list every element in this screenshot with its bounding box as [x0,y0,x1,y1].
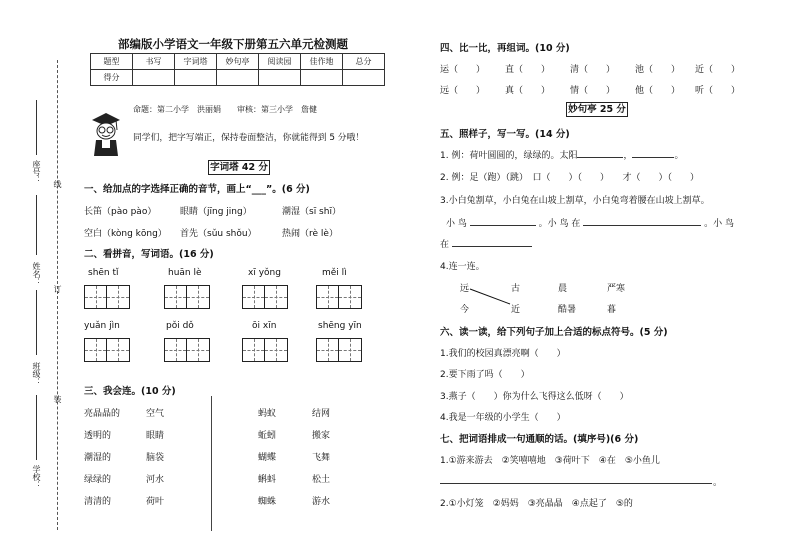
s3-left-noun[interactable]: 河水 [146,475,165,485]
score-input-cell[interactable] [133,70,175,86]
answer-blank[interactable] [470,225,536,226]
section-3-title: 三、我会连。(10 分) [84,386,176,397]
writing-grid[interactable] [164,338,210,362]
pinyin-label: ōi xīn [252,321,277,331]
score-input-cell[interactable] [217,70,259,86]
pinyin-label: shēn tǐ [88,268,119,278]
connect-top-word[interactable]: 严寒 [607,284,626,294]
pinyin-label: yuǎn jìn [84,321,120,331]
s3-right-action[interactable]: 搬家 [312,431,331,441]
s4-item[interactable]: 真（ ） [505,86,551,96]
s5-line-2[interactable]: 2. 例：足（跑）（跳） 口（ ）（ ） 才（ ）（ ） [440,173,699,183]
s3-left-noun[interactable]: 荷叶 [146,497,165,507]
answer-blank[interactable] [583,225,701,226]
section-2-title: 二、看拼音，写词语。(16 分) [84,249,214,260]
s5-line-3c [440,237,532,250]
s4-item[interactable]: 直（ ） [505,65,551,75]
s3-right-animal[interactable]: 蚯蚓 [258,431,277,441]
score-cell: 书写 [133,54,175,70]
s4-item[interactable]: 池（ ） [635,65,681,75]
s6-item[interactable]: 4.我是一年级的小学生（ ） [440,413,566,423]
authors-line: 命题：第二小学 洪丽娟 审核：第三小学 詹健 [133,105,317,114]
writing-grid[interactable] [84,338,130,362]
s5-line-1-text: 1. 例：荷叶圆圆的，绿绿的。太阳 [440,151,578,161]
s5-line-3b [446,216,734,229]
connect-top-word[interactable]: 晨 [558,284,568,294]
s4-item[interactable]: 运（ ） [440,65,486,75]
connect-bottom-word[interactable]: 今 [460,305,470,315]
pinyin-label: shēng yīn [318,321,362,331]
section-6-title: 六、读一读，给下列句子加上合适的标点符号。(5 分) [440,327,668,338]
s7-item: 1.①游来游去 ②笑嘻嘻地 ③荷叶下 ④在 ⑤小鱼儿 [440,456,660,466]
s1-item[interactable]: 眼睛（jīng jing） [180,207,252,217]
name-blank[interactable] [36,195,37,255]
answer-blank[interactable] [452,246,532,247]
s4-item[interactable]: 远（ ） [440,86,486,96]
s3-right-animal[interactable]: 蚂蚁 [258,409,277,419]
s6-item[interactable]: 3.燕子（ ）你为什么飞得这么低呀（ ） [440,392,629,402]
seat-number-label: 座号： [32,160,41,184]
s5-line-1: 1. 例：荷叶圆圆的，绿绿的。太阳 ， 。 [440,151,684,161]
s4-item[interactable]: 情（ ） [570,86,616,96]
greeting-text: 同学们，把字写端正，保持卷面整洁，你就能得到 5 分哦！ [133,133,365,143]
answer-blank[interactable] [577,157,623,158]
writing-grid[interactable] [316,338,362,362]
s5-fill-text: 。小 鸟 [704,219,734,229]
s5-fill-text: 小 鸟 [446,219,467,229]
writing-grid[interactable] [84,285,130,309]
s7-answer-line[interactable] [440,483,712,484]
pinyin-label: huān lè [168,268,202,278]
s3-left-word[interactable]: 潮湿的 [84,453,112,463]
s4-item[interactable]: 他（ ） [635,86,681,96]
writing-grid[interactable] [316,285,362,309]
connect-example-line [468,287,512,307]
s3-left-noun[interactable]: 眼睛 [146,431,165,441]
s7-item: 2.①小灯笼 ②妈妈 ③亮晶晶 ④点起了 ⑤的 [440,499,633,509]
s3-right-animal[interactable]: 蝌蚪 [258,475,277,485]
s1-item[interactable]: 首先（sǔu shǒu） [180,229,257,239]
s7-answer-end: 。 [713,478,723,488]
s5-fill-text: 在 [440,240,450,250]
section-1-title: 一、给加点的字选择正确的音节，画上“___”。(6 分) [84,184,310,195]
page-title: 部编版小学语文一年级下册第五六单元检测题 [118,37,348,51]
section-4-title: 四、比一比，再组词。(10 分) [440,43,570,54]
pinyin-label: pǒi dǒ [166,321,194,331]
score-cell: 得分 [91,70,133,86]
s6-item[interactable]: 1.我们的校园真漂亮啊（ ） [440,349,566,359]
s3-left-noun[interactable]: 空气 [146,409,165,419]
school-blank[interactable] [36,395,37,460]
score-table [90,53,385,86]
class-label: 班级： [32,362,41,386]
teacher-cartoon-icon [90,110,122,158]
score-input-cell[interactable] [343,70,385,86]
score-input-cell[interactable] [175,70,217,86]
score-cell: 题型 [91,54,133,70]
answer-blank[interactable] [632,157,674,158]
score-cell: 总分 [343,54,385,70]
seat-number-blank[interactable] [36,100,37,155]
section-box-ziciita: 字词塔 42 分 [208,160,270,175]
s1-item[interactable]: 热闹（rè lè） [282,229,338,239]
section-5-title: 五、照样子，写一写。(14 分) [440,129,570,140]
s4-item[interactable]: 近（ ） [695,65,741,75]
s3-left-word[interactable]: 清清的 [84,497,112,507]
s5-line-4: 4.连一连。 [440,262,485,272]
pinyin-label: měi lì [322,268,347,278]
score-cell: 字词塔 [175,54,217,70]
s3-right-animal[interactable]: 蜘蛛 [258,497,277,507]
s1-item[interactable]: 潮湿（sī shī） [282,207,341,217]
fold-mark-2: 订 [53,285,62,293]
section-7-title: 七、把词语排成一句通顺的话。(填序号)(6 分) [440,434,639,445]
s3-right-action[interactable]: 游水 [312,497,331,507]
s3-left-word[interactable]: 亮晶晶的 [84,409,121,419]
s3-right-action[interactable]: 松土 [312,475,331,485]
score-cell: 阅读园 [259,54,301,70]
score-table-header-row [91,54,385,70]
binding-fold-line [57,60,58,530]
score-table-score-row [91,70,385,86]
score-cell: 妙句亭 [217,54,259,70]
connect-bottom-word[interactable]: 暮 [607,305,617,315]
s3-right-action[interactable]: 飞舞 [312,453,331,463]
s4-item[interactable]: 听（ ） [695,86,741,96]
connect-bottom-word[interactable]: 酷暑 [558,305,577,315]
connect-top-word[interactable]: 古 [511,284,521,294]
connect-bottom-word[interactable]: 近 [511,305,521,315]
score-input-cell[interactable] [259,70,301,86]
writing-grid[interactable] [242,338,288,362]
s3-left-noun[interactable]: 脑袋 [146,453,165,463]
pinyin-label: xī yǒng [248,268,281,278]
s3-left-word[interactable]: 绿绿的 [84,475,112,485]
writing-grid[interactable] [242,285,288,309]
s4-item[interactable]: 清（ ） [570,65,616,75]
fold-mark-3: 装 [53,395,62,403]
class-blank[interactable] [36,290,37,355]
name-label: 姓名： [32,262,41,286]
connect-top-word[interactable]: 远 [460,284,470,294]
score-input-cell[interactable] [301,70,343,86]
school-label: 学校： [32,465,41,489]
s3-right-action[interactable]: 结网 [312,409,331,419]
fold-mark-1: 线 [53,180,62,188]
score-cell: 佳作地 [301,54,343,70]
s6-item[interactable]: 2.要下雨了吗（ ） [440,370,530,380]
s3-left-word[interactable]: 透明的 [84,431,112,441]
section-box-miaojuting: 妙句亭 25 分 [566,102,628,117]
writing-grid[interactable] [164,285,210,309]
s5-line-3: 3.小白兔割草，小白兔在山坡上割草，小白兔弯着腰在山坡上割草。 [440,196,710,206]
s3-right-animal[interactable]: 蝴蝶 [258,453,277,463]
s5-fill-text: 。小 鸟 在 [538,219,581,229]
s1-item[interactable]: 空白（kòng kōng） [84,229,167,239]
s1-item[interactable]: 长笛（pào pào） [84,207,157,217]
s3-vertical-divider [211,396,212,531]
